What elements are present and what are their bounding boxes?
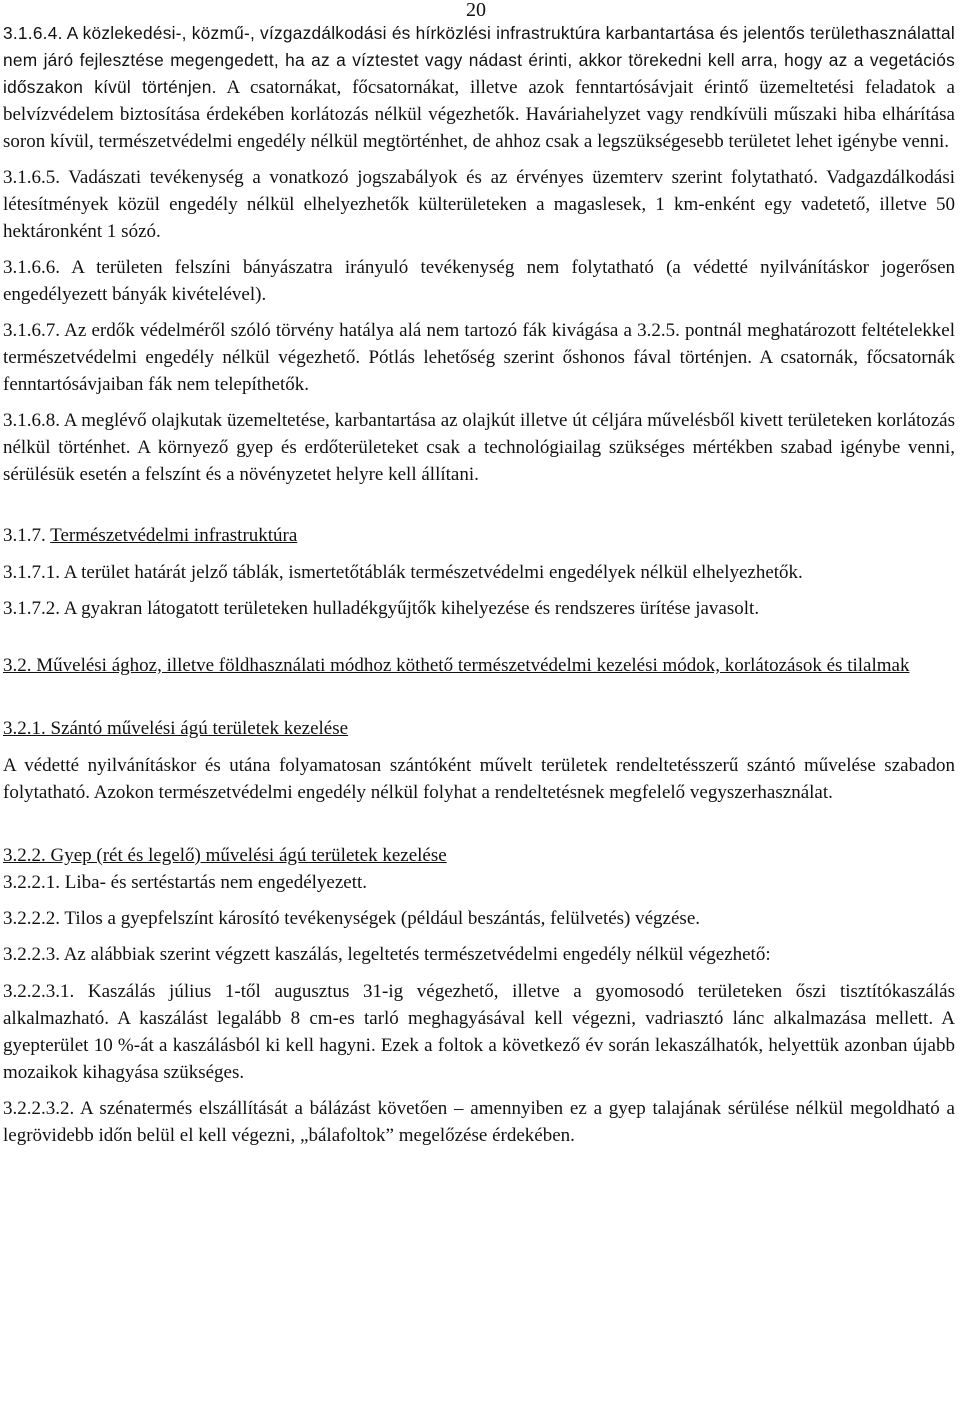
heading-3-2-1-title: 3.2.1. Szántó művelési ágú területek kezelése: [3, 718, 349, 739]
paragraph-3-1-6-4-part-a: 3.1.6.4. A közlekedési-, közmű-, vízgazdálkodási és hírközlési infrastruktúra karbantartása és jelentős területhasználattal nem járó fejlesztése megengedett, ha az a víztestet vagy nádast érinti, akkor törekedni kell arra, hogy az a vegetációs időszakon kívül történjen.: [3, 23, 955, 97]
paragraph-3-2-2-3-1: 3.2.2.3.1. Kaszálás július 1-től augusztus 31-ig végezhető, illetve a gyomosodó területeken őszi tisztítókaszálás alkalmazható. A kaszálást legalább 8 cm-es tarló meghagyásával kell végezni, vadriasztó lánc alkalmazása mellett. A gyepterület 10 %-át a kaszálásból ki kell hagyni. Ezek a foltok a következő év során lekaszálhatók, helyettük azonban újabb mozaikok kihagyása szükséges.: [3, 981, 955, 1083]
heading-3-1-7: [3, 522, 955, 549]
heading-3-2-2: [3, 842, 955, 869]
heading-3-2: 3.2. Művelési ághoz, illetve földhasználati módhoz köthető természetvédelmi kezelési módok, korlátozások és tilalmak: [3, 655, 910, 676]
paragraph-3-1-6-4-part-b: A csatornákat, főcsatornákat, illetve azok fenntartósávjait érintő üzemeltetési feladatok a belvízvédelem biztosítása érdekében korlátozás nélkül végezhetők. Haváriahelyzet vagy rendkívüli műszaki hiba elhárítása soron kívül, természetvédelmi engedély nélkül megtörténhet, de ahhoz csak a legszükségesebb területet lehet igénybe venni.: [3, 77, 955, 152]
paragraph-3-1-6-7: 3.1.6.7. Az erdők védelméről szóló törvény hatálya alá nem tartozó fák kivágása a 3.2.5. pontnál meghatározott feltételekkel természetvédelmi engedély nélkül végezhető. Pótlás lehetőség szerint őshonos fával történjen. A csatornák, főcsatornák fenntartósávjaiban fák nem telepíthetők.: [3, 320, 955, 395]
paragraph-3-1-7-1: 3.1.7.1. A terület határát jelző táblák, ismertetőtáblák természetvédelmi engedélyek nélkül elhelyezhetők.: [3, 562, 803, 583]
paragraph-3-2-2-2: 3.2.2.2. Tilos a gyepfelszínt károsító tevékenységek (például beszántás, felülvetés) végzése.: [3, 908, 700, 929]
heading-3-2-1: [3, 715, 955, 742]
paragraph-3-2-2-1: 3.2.2.1. Liba- és sertéstartás nem engedélyezett.: [3, 872, 368, 893]
paragraph-3-1-6-5: 3.1.6.5. Vadászati tevékenység a vonatkozó jogszabályok és az érvényes üzemterv szerint folytatható. Vadgazdálkodási létesítmények közül engedély nélkül elhelyezhetők külterületeken a magaslesek, 1 km-enként egy vadetető, illetve 50 hektáronként 1 sózó.: [3, 167, 955, 242]
paragraph-3-1-6-6: 3.1.6.6. A területen felszíni bányászatra irányuló tevékenység nem folytatható (a védetté nyilvánításkor jogerősen engedélyezett bányák kivételével).: [3, 257, 955, 305]
page-number: 20: [466, 0, 486, 21]
heading-3-1-7-title: Természetvédelmi infrastruktúra: [50, 525, 298, 546]
heading-3-1-7-number: 3.1.7.: [3, 525, 51, 546]
paragraph-3-2-2-3: 3.2.2.3. Az alábbiak szerint végzett kaszálás, legeltetés természetvédelmi engedély nélkül végezhető:: [3, 944, 771, 965]
paragraph-3-2-2-3-2: 3.2.2.3.2. A szénatermés elszállítását a bálázást követően – amennyiben ez a gyep talajának sérülése nélkül megoldható a legrövidebb időn belül el kell végezni, „bálafoltok” megelőzése érdekében.: [3, 1098, 955, 1146]
paragraph-3-1-7-2: 3.1.7.2. A gyakran látogatott területeken hulladékgyűjtők kihelyezése és rendszeres ürítése javasolt.: [3, 598, 760, 619]
document-body: [3, 20, 955, 1149]
paragraph-3-1-6-4: [3, 20, 955, 155]
paragraph-3-2-1: A védetté nyilvánításkor és utána folyamatosan szántóként művelt területek rendeltetésszerű szántó művelése szabadon folytatható. Azokon természetvédelmi engedély nélkül folyhat a rendeltetésnek megfelelő vegyszerhasználat.: [3, 755, 955, 803]
paragraph-3-1-6-8: 3.1.6.8. A meglévő olajkutak üzemeltetése, karbantartása az olajkút illetve út céljára művelésből kivett területeken korlátozás nélkül történhet. A környező gyep és erdőterületeket csak a technológiailag szükséges mértékben szabad igénybe venni, sérülésük esetén a felszínt és a növényzetet helyre kell állítani.: [3, 410, 955, 485]
heading-3-2-2-title: 3.2.2. Gyep (rét és legelő) művelési ágú területek kezelése: [3, 845, 447, 866]
